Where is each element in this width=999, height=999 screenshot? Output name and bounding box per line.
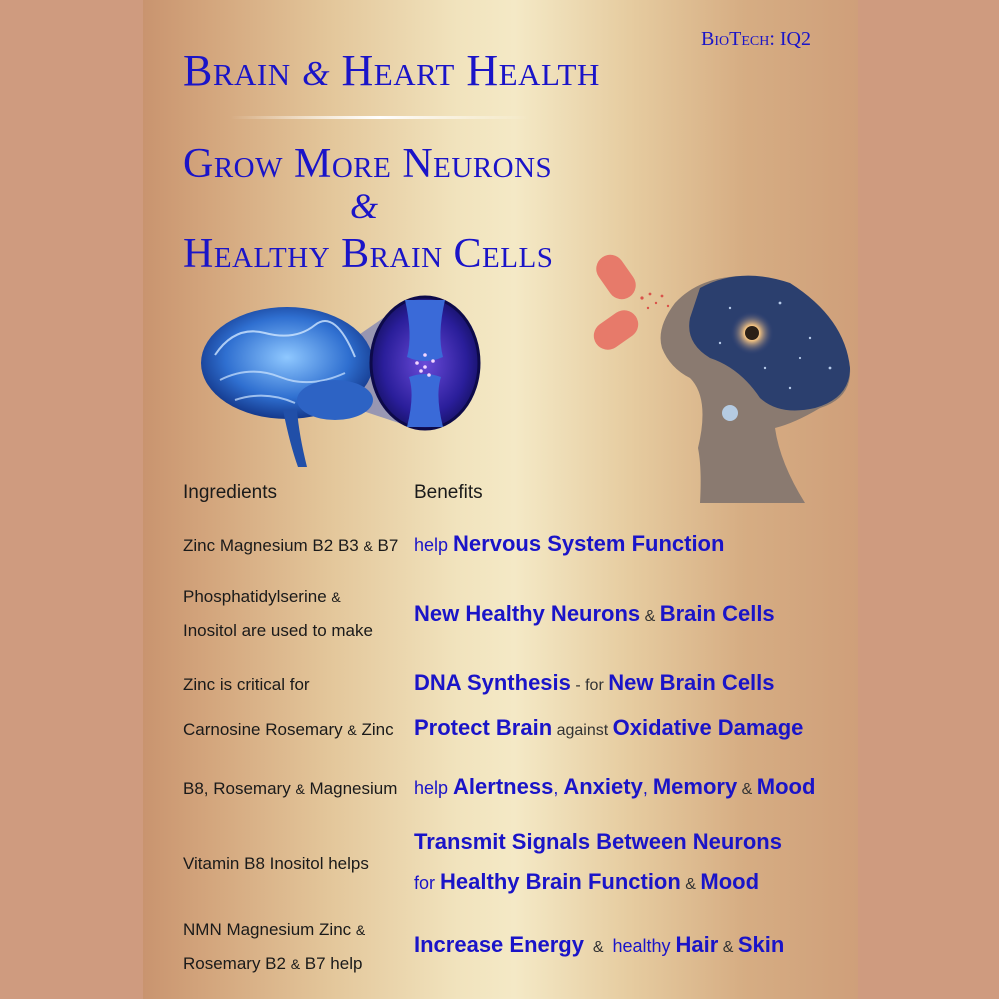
brand-label: BioTech: IQ2 (701, 28, 811, 50)
brain-neuron-illustration (195, 295, 495, 470)
benefit-row-1: help Nervous System Function (414, 531, 725, 556)
ingredient-row-7: NMN Magnesium Zinc & Rosemary B2 & B7 help (183, 920, 366, 973)
ingredient-row-4: Carnosine Rosemary & Zinc (183, 720, 394, 739)
benefits-header: Benefits (414, 482, 483, 503)
cosmic-head-with-capsule (590, 248, 855, 503)
benefit-row-5: help Alertness, Anxiety, Memory & Mood (414, 774, 816, 799)
benefit-row-6: Transmit Signals Between Neurons for Healthy Brain Function & Mood (414, 829, 782, 894)
ingredient-row-2: Phosphatidylserine & Inositol are used to make (183, 587, 373, 640)
ingredient-row-6: Vitamin B8 Inositol helps (183, 854, 369, 873)
page-title: Brain & Heart Health (183, 46, 600, 95)
benefit-row-3: DNA Synthesis - for New Brain Cells (414, 670, 775, 695)
subtitle-line-1: Grow More Neurons (183, 141, 553, 187)
ingredient-row-5: B8, Rosemary & Magnesium (183, 779, 398, 798)
subtitle-ampersand: & (350, 186, 379, 226)
title-divider (230, 116, 530, 119)
benefit-row-7: Increase Energy & healthy Hair & Skin (414, 932, 785, 957)
ingredients-header: Ingredients (183, 482, 278, 503)
ingredient-row-1: Zinc Magnesium B2 B3 & B7 (183, 536, 399, 555)
subtitle-line-2: Healthy Brain Cells (183, 231, 554, 277)
benefit-row-2: New Healthy Neurons & Brain Cells (414, 601, 775, 626)
benefit-row-4: Protect Brain against Oxidative Damage (414, 715, 804, 740)
ingredient-row-3: Zinc is critical for (183, 675, 310, 694)
